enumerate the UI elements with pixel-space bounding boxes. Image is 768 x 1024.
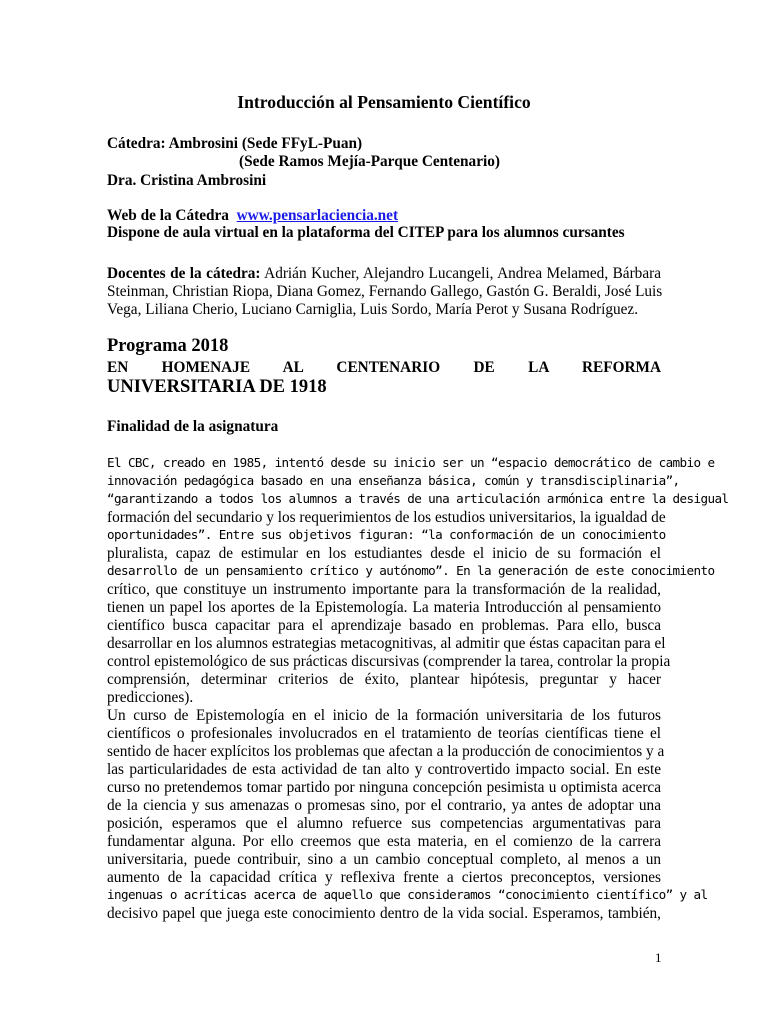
body-line: formación del secundario y los requerimientos de los estudios universitarios, la igualdad de	[107, 509, 666, 526]
docentes-line-2: Steinman, Christian Riopa, Diana Gomez, Fernando Gallego, Gastón G. Beraldi, José Luis	[107, 283, 663, 300]
body-line: El CBC, creado en 1985, intentó desde su inicio ser un “espacio democrático de cambio e	[107, 455, 715, 470]
body-line: fundamentar alguna. Por ello creemos que esta materia, en el comienzo de la carrera	[107, 833, 661, 850]
body-line: posición, esperamos que el alumno refuerce sus competencias argumentativas para	[107, 815, 661, 832]
docentes-names-1: Adrián Kucher, Alejandro Lucangeli, Andrea Melamed, Bárbara	[264, 265, 662, 282]
document-title: Introducción al Pensamiento Científico	[237, 92, 531, 112]
body-line: tienen un papel los aportes de la Epistemología. La materia Introducción al pensamiento	[107, 599, 661, 616]
body-line: aumento de la capacidad crítica y reflexiva frente a ciertos preconceptos, versiones	[107, 869, 661, 886]
body-line: las particularidades de esta actividad de tan alto y controvertido impacto social. En este	[107, 761, 661, 778]
programa-subheading-1: EN HOMENAJE AL CENTENARIO DE LA REFORMA	[107, 359, 661, 376]
body-line: desarrollar en los alumnos estrategias metacognitivas, al admitir que éstas capacitan para el	[107, 635, 666, 652]
body-line: desarrollo de un pensamiento crítico y autónomo”. En la generación de este conocimiento	[107, 563, 715, 578]
page-number: 1	[655, 950, 662, 965]
body-line: de la ciencia y sus amenazas o promesas sino, por el contrario, ya antes de adoptar una	[107, 797, 661, 814]
docentes-line-1	[107, 265, 661, 282]
body-line: oportunidades”. Entre sus objetivos figuran: “la conformación de un conocimiento	[107, 527, 666, 542]
body-line: científicos o profesionales involucrados en el tratamiento de teorías científicas tiene el	[107, 725, 661, 742]
programa-heading: Programa 2018	[107, 336, 229, 356]
body-line: curso no pretendemos tomar partido por ninguna concepción pesimista u optimista acerca	[107, 779, 661, 796]
web-link[interactable]: www.pensarlaciencia.net	[236, 207, 399, 224]
body-line: universitaria, puede contribuir, sino a un cambio conceptual completo, al menos a un	[107, 851, 661, 868]
body-line: pluralista, capaz de estimular en los estudiantes desde el inicio de su formación el	[107, 545, 661, 562]
catedra-sede-secondary: (Sede Ramos Mejía-Parque Centenario)	[239, 153, 500, 170]
programa-subheading-2: UNIVERSITARIA DE 1918	[107, 377, 327, 397]
body-line: predicciones).	[107, 689, 194, 706]
body-line: crítico, que constituye un instrumento importante para la transformación de la realidad,	[107, 581, 661, 598]
body-line: Un curso de Epistemología en el inicio de la formación universitaria de los futuros	[107, 707, 661, 724]
body-line: innovación pedagógica basado en una enseñanza básica, común y transdisciplinaria”,	[107, 473, 680, 488]
docentes-label: Docentes de la cátedra:	[107, 265, 261, 282]
web-label: Web de la Cátedra	[107, 207, 229, 224]
body-line: ingenuas o acríticas acerca de aquello que consideramos “conocimiento científico” y al	[107, 887, 708, 902]
body-line: comprensión, determinar criterios de éxito, plantear hipótesis, preguntar y hacer	[107, 671, 661, 688]
body-line: decisivo papel que juega este conocimiento dentro de la vida social. Esperamos, también,	[107, 905, 661, 922]
body-line: científico busca capacitar para el aprendizaje basado en problemas. Para ello, busca	[107, 617, 661, 634]
web-line	[107, 207, 398, 224]
directora-line: Dra. Cristina Ambrosini	[107, 172, 267, 189]
body-line: control epistemológico de sus prácticas discursivas (comprender la tarea, controlar la propia	[107, 653, 671, 670]
body-line: “garantizando a todos los alumnos a través de una articulación armónica entre la desigual	[107, 491, 729, 506]
catedra-line: Cátedra: Ambrosini (Sede FFyL-Puan)	[107, 135, 363, 152]
finalidad-heading: Finalidad de la asignatura	[107, 418, 279, 435]
docentes-line-3: Vega, Liliana Cherio, Luciano Carniglia, Luis Sordo, María Perot y Susana Rodríguez.	[107, 301, 639, 318]
aula-virtual-line: Dispone de aula virtual en la plataforma del CITEP para los alumnos cursantes	[107, 224, 625, 241]
body-line: sentido de hacer explícitos los problemas que afectan a la producción de conocimientos y a	[107, 743, 665, 760]
